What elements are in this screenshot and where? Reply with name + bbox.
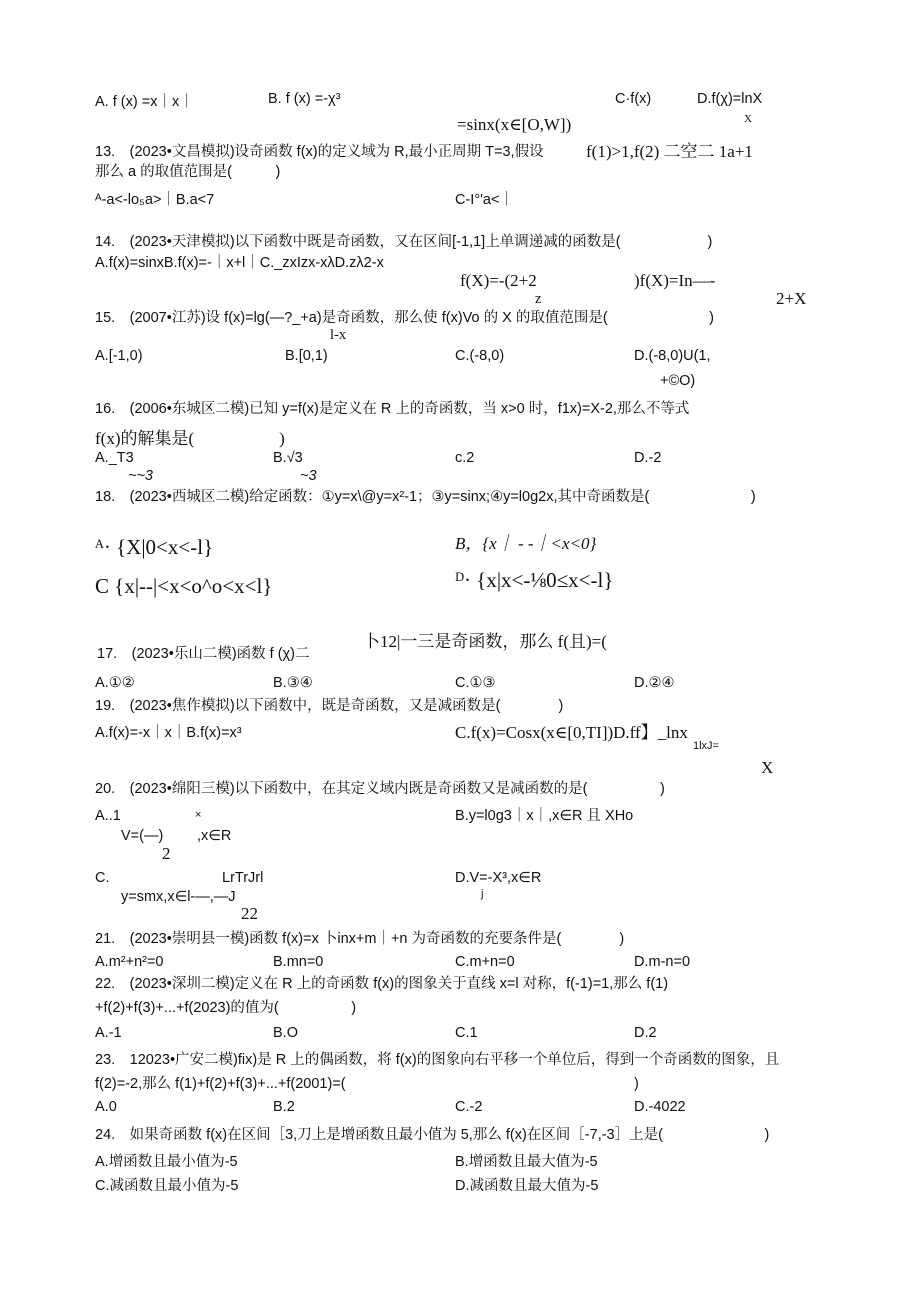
q20-option-d-mark: j <box>481 888 484 900</box>
q15-option-d: D.(-8,0)U(1, <box>634 348 711 364</box>
q14-option-c-denominator: z <box>535 291 542 307</box>
q13-stem: 13. (2023•文昌模拟)设奇函数 f(x)的定义域为 R,最小正周期 T=3,假设 <box>95 144 544 160</box>
q12-option-d: D.f(χ)=lnX <box>697 91 763 107</box>
q14-option-d-denominator: 2+X <box>776 289 807 308</box>
q16-option-d: D.-2 <box>634 450 662 466</box>
q22-option-a: A.-1 <box>95 1025 122 1041</box>
q20-option-d: D.V=-X³,x∈R <box>455 870 542 886</box>
q23-option-b: B.2 <box>273 1099 295 1115</box>
q20-option-b: B.y=l0g3｜x｜,x∈R 且 XHo <box>455 808 634 824</box>
q22-option-c: C.1 <box>455 1025 478 1041</box>
q15-stem-denominator: l-x <box>330 327 347 343</box>
q12-option-c: C·f(x) <box>615 91 652 107</box>
q21-stem: 21. (2023•崇明县一模)函数 f(x)=x 卜inx+m｜+n 为奇函数的充要条件是( ) <box>95 931 625 947</box>
q22-option-d: D.2 <box>634 1025 657 1041</box>
q21-option-d: D.m-n=0 <box>634 954 691 970</box>
q22-stem-line2: +f(2)+f(3)+...+f(2023)的值为( ) <box>95 1000 357 1016</box>
q14-option-d-formula: )f(X)=In—- <box>634 271 716 290</box>
q15-stem: 15. (2007•江苏)设 f(x)=lg(—?_+a)是奇函数，那么使 f(x)Vo 的 X 的取值范围是( ) <box>95 310 714 326</box>
q13-option-c: C-I°'a<｜ <box>455 192 514 208</box>
q21-option-a: A.m²+n²=0 <box>95 954 164 970</box>
q22-option-b: B.O <box>273 1025 298 1041</box>
q19-options-ab: A.f(x)=-x｜x｜B.f(x)=x³ <box>95 725 242 741</box>
q20-option-c-formula: y=smx,x∈l-—,—J <box>121 889 236 905</box>
q23-stem-close: ) <box>634 1076 639 1092</box>
q15-option-a: A.[-1,0) <box>95 348 143 364</box>
q23-stem-line2: f(2)=-2,那么 f(1)+f(2)+f(3)+...+f(2001)=( <box>95 1076 346 1092</box>
q14-options: A.f(x)=sinxB.f(x)=-｜x+l｜C._zxIzx-xλD.zλ2-x <box>95 255 384 271</box>
q20-option-a-exponent: × <box>195 809 202 821</box>
q18-stem: 18. (2023•西城区二模)给定函数：①y=x\@y=x²-1；③y=sinx;④y=l0g2x,其中奇函数是( ) <box>95 489 756 505</box>
q16-set-option-a: ᴬ· {X|0<x<-l} <box>95 535 214 559</box>
q13-stem-line2: 那么 a 的取值范围是( ) <box>95 164 281 180</box>
q20-option-a-denominator: 2 <box>162 844 171 863</box>
q23-option-a: A.0 <box>95 1099 117 1115</box>
q21-option-b: B.mn=0 <box>273 954 324 970</box>
q16-set-option-d: ᴰ· {x|x<-⅛0≤x<-l} <box>455 568 614 592</box>
q24-stem: 24. 如果奇函数 f(x)在区间［3,刀上是增函数且最小值为 5,那么 f(x)在区间［-7,-3］上是( ) <box>95 1127 770 1143</box>
q20-option-c-denominator: 22 <box>241 904 258 923</box>
q18-option-d: D.②④ <box>634 675 675 691</box>
q20-option-c-bracket: LrTrJrl <box>222 870 264 886</box>
q24-option-a: A.增函数且最小值为-5 <box>95 1154 238 1170</box>
q12-option-b: B. f (x) =-χ³ <box>268 91 341 107</box>
q23-option-d: D.-4022 <box>634 1099 686 1115</box>
q19-stem: 19. (2023•焦作模拟)以下函数中，既是奇函数，又是减函数是( ) <box>95 698 564 714</box>
q20-option-c: C. <box>95 870 110 886</box>
q20-option-a-formula: V=(—) <box>121 828 164 844</box>
q21-option-c: C.m+n=0 <box>455 954 515 970</box>
q14-stem: 14. (2023•天津模拟)以下函数中既是奇函数，又在区间[-1,1]上单调递减的函数是( ) <box>95 234 713 250</box>
q15-option-c: C.(-8,0) <box>455 348 505 364</box>
q16-stem: 16. (2006•东城区二模)已知 y=f(x)是定义在 R 上的奇函数，当 x>0 时，f1x)=X-2,那么不等式 <box>95 401 690 417</box>
q19-option-d-sub: 1lxJ= <box>693 740 719 752</box>
q22-stem: 22. (2023•深圳二模)定义在 R 上的奇函数 f(x)的图象关于直线 x=l 对称，f(-1)=1,那么 f(1) <box>95 976 669 992</box>
q16-option-c: c.2 <box>455 450 475 466</box>
q16-set-option-c: C {x|--|<x<o^o<x<l} <box>95 574 273 598</box>
q17-formula: 卜12|一三是奇函数，那么 f(且)=( <box>363 632 607 651</box>
q20-option-a: A..1 <box>95 808 121 824</box>
q12-option-a: A. f (x) =x｜x｜ <box>95 94 194 110</box>
q24-option-c: C.减函数且最小值为-5 <box>95 1178 239 1194</box>
q18-option-a: A.①② <box>95 675 135 691</box>
q18-option-b: B.③④ <box>273 675 313 691</box>
q14-option-c-formula: f(X)=-(2+2 <box>460 271 537 290</box>
q24-option-b: B.增函数且最大值为-5 <box>455 1154 598 1170</box>
q16-option-a: A._T3 <box>95 450 134 466</box>
q23-stem: 23. 12023•广安二模)fix)是 R 上的偶函数，将 f(x)的图象向右平移一个单位后，得到一个奇函数的图象，且 <box>95 1052 780 1068</box>
q16-option-a-denominator: ~~3 <box>128 468 153 484</box>
q12-option-c-domain: =sinx(x∈[O,W]) <box>457 115 572 134</box>
q13-stem-formula: f(1)>1,f(2) 二空二 1a+1 <box>586 142 753 161</box>
q15-option-b: B.[0,1) <box>285 348 328 364</box>
q12-option-d-denominator: X <box>744 113 752 125</box>
q17-stem: 17. (2023•乐山二模)函数 f (χ)二 <box>97 646 310 662</box>
q20-stem: 20. (2023•绵阳三模)以下函数中，在其定义域内既是奇函数又是减函数的是( ) <box>95 781 665 797</box>
q23-option-c: C.-2 <box>455 1099 483 1115</box>
q20-option-a-domain: ,x∈R <box>197 828 232 844</box>
q16-stem-line2: f(x)的解集是( ) <box>95 429 285 448</box>
q18-option-c: C.①③ <box>455 675 496 691</box>
q24-option-d: D.减函数且最大值为-5 <box>455 1178 599 1194</box>
q16-option-b: B.√3 <box>273 450 303 466</box>
q13-options-ab: ᴬ-a<-lo₅a>｜B.a<7 <box>95 192 215 208</box>
q15-option-d-cont: +©O) <box>660 373 696 389</box>
q19-options-cd: C.f(x)=Cosx(x∈[0,TI])D.ff】_lnx <box>455 723 688 742</box>
q16-option-b-denominator: ~3 <box>300 468 317 484</box>
q16-set-option-b: B，{x｜ - -｜<x<0} <box>455 534 597 553</box>
q19-option-d-denominator: X <box>761 758 774 777</box>
